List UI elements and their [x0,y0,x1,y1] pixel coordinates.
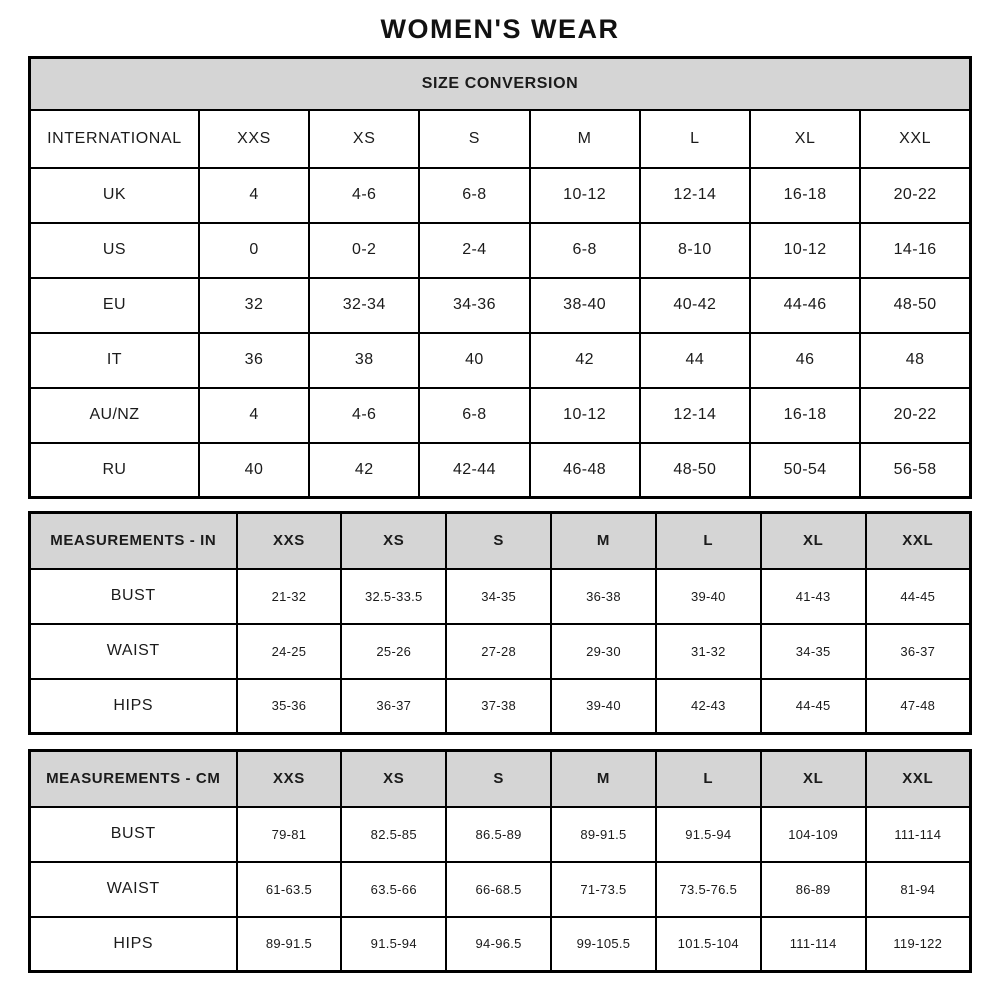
column-header-s: S [446,513,551,569]
measurements-cm-table [28,749,972,973]
column-header-xs: XS [341,513,446,569]
column-header-xxs: XXS [199,110,309,168]
row-label-ru: RU [30,443,199,498]
column-header-m: M [551,513,656,569]
table-cell: 44 [640,333,750,388]
table-cell: 16-18 [750,168,860,223]
table-cell: 40 [419,333,529,388]
table-row-hips-cm [30,917,971,972]
table-cell: 99-105.5 [551,917,656,972]
column-header-xl: XL [761,751,866,807]
table-cell: 61-63.5 [237,862,342,917]
size-chart-page [28,0,972,973]
table-cell: 6-8 [530,223,640,278]
size-conversion-banner-row [30,58,971,110]
table-cell: 36-37 [341,679,446,734]
column-header-xxs: XXS [237,513,342,569]
table-cell: 4-6 [309,168,419,223]
table-cell: 34-35 [446,569,551,624]
row-label-bust: BUST [30,807,237,862]
table-cell: 42-43 [656,679,761,734]
table-cell: 89-91.5 [237,917,342,972]
table-cell: 73.5-76.5 [656,862,761,917]
table-cell: 46 [750,333,860,388]
row-label-aunz: AU/NZ [30,388,199,443]
table-cell: 82.5-85 [341,807,446,862]
measurements-cm-title: MEASUREMENTS - CM [30,751,237,807]
table-cell: 50-54 [750,443,860,498]
table-cell: 0-2 [309,223,419,278]
table-cell: 89-91.5 [551,807,656,862]
column-header-international: INTERNATIONAL [30,110,199,168]
column-header-m: M [551,751,656,807]
column-header-xxl: XXL [860,110,970,168]
table-cell: 4 [199,168,309,223]
table-cell: 0 [199,223,309,278]
measurements-in-header-row [30,513,971,569]
row-label-uk: UK [30,168,199,223]
column-header-m: M [530,110,640,168]
measurements-in-table [28,511,972,735]
row-label-waist: WAIST [30,624,237,679]
table-cell: 6-8 [419,168,529,223]
table-cell: 38 [309,333,419,388]
table-row-us [30,223,971,278]
row-label-hips: HIPS [30,917,237,972]
table-cell: 38-40 [530,278,640,333]
table-cell: 36 [199,333,309,388]
table-cell: 20-22 [860,168,970,223]
row-label-it: IT [30,333,199,388]
table-row-waist-in [30,624,971,679]
table-cell: 91.5-94 [656,807,761,862]
table-cell: 104-109 [761,807,866,862]
table-cell: 40-42 [640,278,750,333]
table-row-waist-cm [30,862,971,917]
column-header-l: L [640,110,750,168]
column-header-xxl: XXL [866,513,971,569]
table-cell: 37-38 [446,679,551,734]
table-cell: 48-50 [860,278,970,333]
table-cell: 47-48 [866,679,971,734]
table-cell: 56-58 [860,443,970,498]
table-cell: 34-35 [761,624,866,679]
table-cell: 111-114 [866,807,971,862]
table-cell: 4 [199,388,309,443]
measurements-in-title: MEASUREMENTS - IN [30,513,237,569]
table-cell: 44-45 [866,569,971,624]
table-cell: 36-37 [866,624,971,679]
table-cell: 36-38 [551,569,656,624]
table-cell: 27-28 [446,624,551,679]
table-cell: 111-114 [761,917,866,972]
table-cell: 48-50 [640,443,750,498]
table-cell: 66-68.5 [446,862,551,917]
column-header-s: S [419,110,529,168]
column-header-xl: XL [761,513,866,569]
table-cell: 94-96.5 [446,917,551,972]
size-conversion-table [28,56,972,499]
table-row-bust-in [30,569,971,624]
column-header-l: L [656,513,761,569]
column-header-xxs: XXS [237,751,342,807]
table-row-it [30,333,971,388]
table-cell: 42 [309,443,419,498]
column-header-s: S [446,751,551,807]
table-cell: 81-94 [866,862,971,917]
table-cell: 31-32 [656,624,761,679]
column-header-xs: XS [341,751,446,807]
table-cell: 46-48 [530,443,640,498]
table-row-uk [30,168,971,223]
table-cell: 41-43 [761,569,866,624]
size-conversion-header-row [30,110,971,168]
table-cell: 86.5-89 [446,807,551,862]
table-cell: 14-16 [860,223,970,278]
table-cell: 2-4 [419,223,529,278]
table-cell: 16-18 [750,388,860,443]
table-cell: 39-40 [551,679,656,734]
table-row-ru [30,443,971,498]
row-label-waist: WAIST [30,862,237,917]
column-header-xl: XL [750,110,860,168]
table-cell: 42-44 [419,443,529,498]
table-cell: 32-34 [309,278,419,333]
table-cell: 101.5-104 [656,917,761,972]
table-cell: 40 [199,443,309,498]
table-cell: 12-14 [640,388,750,443]
table-cell: 44-46 [750,278,860,333]
table-cell: 10-12 [530,388,640,443]
table-cell: 10-12 [530,168,640,223]
table-cell: 119-122 [866,917,971,972]
row-label-bust: BUST [30,569,237,624]
table-cell: 29-30 [551,624,656,679]
table-row-hips-in [30,679,971,734]
table-cell: 42 [530,333,640,388]
column-header-xxl: XXL [866,751,971,807]
table-cell: 12-14 [640,168,750,223]
table-row-bust-cm [30,807,971,862]
row-label-eu: EU [30,278,199,333]
table-cell: 44-45 [761,679,866,734]
table-cell: 20-22 [860,388,970,443]
column-header-xs: XS [309,110,419,168]
measurements-cm-header-row [30,751,971,807]
table-row-eu [30,278,971,333]
table-cell: 21-32 [237,569,342,624]
page-title: WOMEN'S WEAR [380,14,620,44]
table-cell: 32 [199,278,309,333]
table-cell: 25-26 [341,624,446,679]
table-cell: 79-81 [237,807,342,862]
row-label-hips: HIPS [30,679,237,734]
table-cell: 4-6 [309,388,419,443]
table-cell: 34-36 [419,278,529,333]
column-header-l: L [656,751,761,807]
table-cell: 48 [860,333,970,388]
table-cell: 39-40 [656,569,761,624]
row-label-us: US [30,223,199,278]
table-cell: 91.5-94 [341,917,446,972]
table-cell: 35-36 [237,679,342,734]
table-row-aunz [30,388,971,443]
size-conversion-title: SIZE CONVERSION [30,58,971,110]
table-cell: 32.5-33.5 [341,569,446,624]
table-cell: 8-10 [640,223,750,278]
table-cell: 6-8 [419,388,529,443]
table-cell: 71-73.5 [551,862,656,917]
table-cell: 24-25 [237,624,342,679]
table-cell: 86-89 [761,862,866,917]
table-cell: 10-12 [750,223,860,278]
table-cell: 63.5-66 [341,862,446,917]
